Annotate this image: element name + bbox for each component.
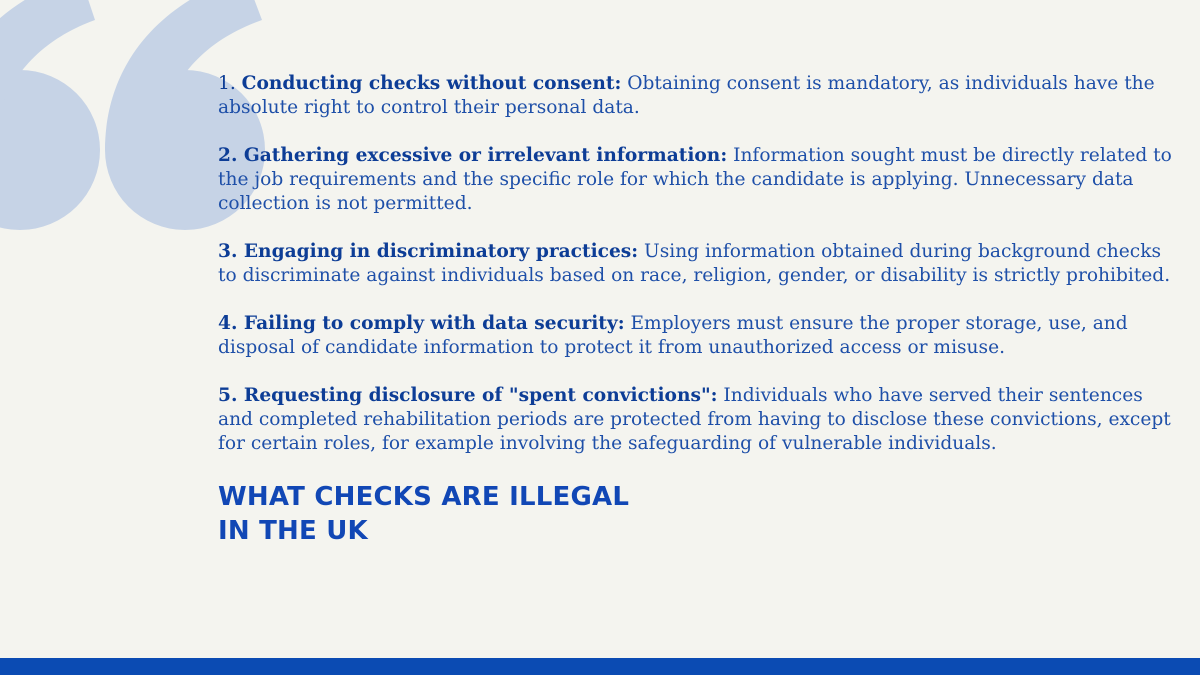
item-text: Obtaining consent is mandatory, as individuals have the absolute right to control their personal data.	[218, 73, 1155, 118]
list-item	[218, 312, 1178, 360]
bottom-bar	[0, 658, 1200, 675]
content-area	[218, 72, 1178, 548]
item-text: Information sought must be directly related to the job requirements and the specific role for which the candidate is applying. Unnecessary data collection is not permitted.	[218, 145, 1172, 214]
section-heading	[218, 480, 1178, 548]
item-text: Employers must ensure the proper storage, use, and disposal of candidate information to protect it from unauthorized access or misuse.	[218, 313, 1128, 358]
item-number: 1.	[218, 73, 242, 94]
heading-line-2: IN THE UK	[218, 516, 368, 546]
item-lead: Conducting checks without consent:	[241, 73, 622, 94]
item-lead: 3. Engaging in discriminatory practices:	[218, 241, 639, 262]
list-item	[218, 384, 1178, 456]
item-text: Using information obtained during background checks to discriminate against individuals based on race, religion, gender, or disability is strictly prohibited.	[218, 241, 1171, 286]
item-lead: 2. Gathering excessive or irrelevant information:	[218, 145, 728, 166]
list-item	[218, 72, 1178, 120]
item-text: Individuals who have served their sentences and completed rehabilitation periods are protected from having to disclose these convictions, except for certain roles, for example involving the safeguarding of vulnerable individuals.	[218, 385, 1171, 454]
item-lead: 4. Failing to comply with data security:	[218, 313, 625, 334]
list-item	[218, 144, 1178, 216]
list-item	[218, 240, 1178, 288]
item-lead: 5. Requesting disclosure of "spent convictions":	[218, 385, 718, 406]
heading-line-1: WHAT CHECKS ARE ILLEGAL	[218, 482, 630, 512]
